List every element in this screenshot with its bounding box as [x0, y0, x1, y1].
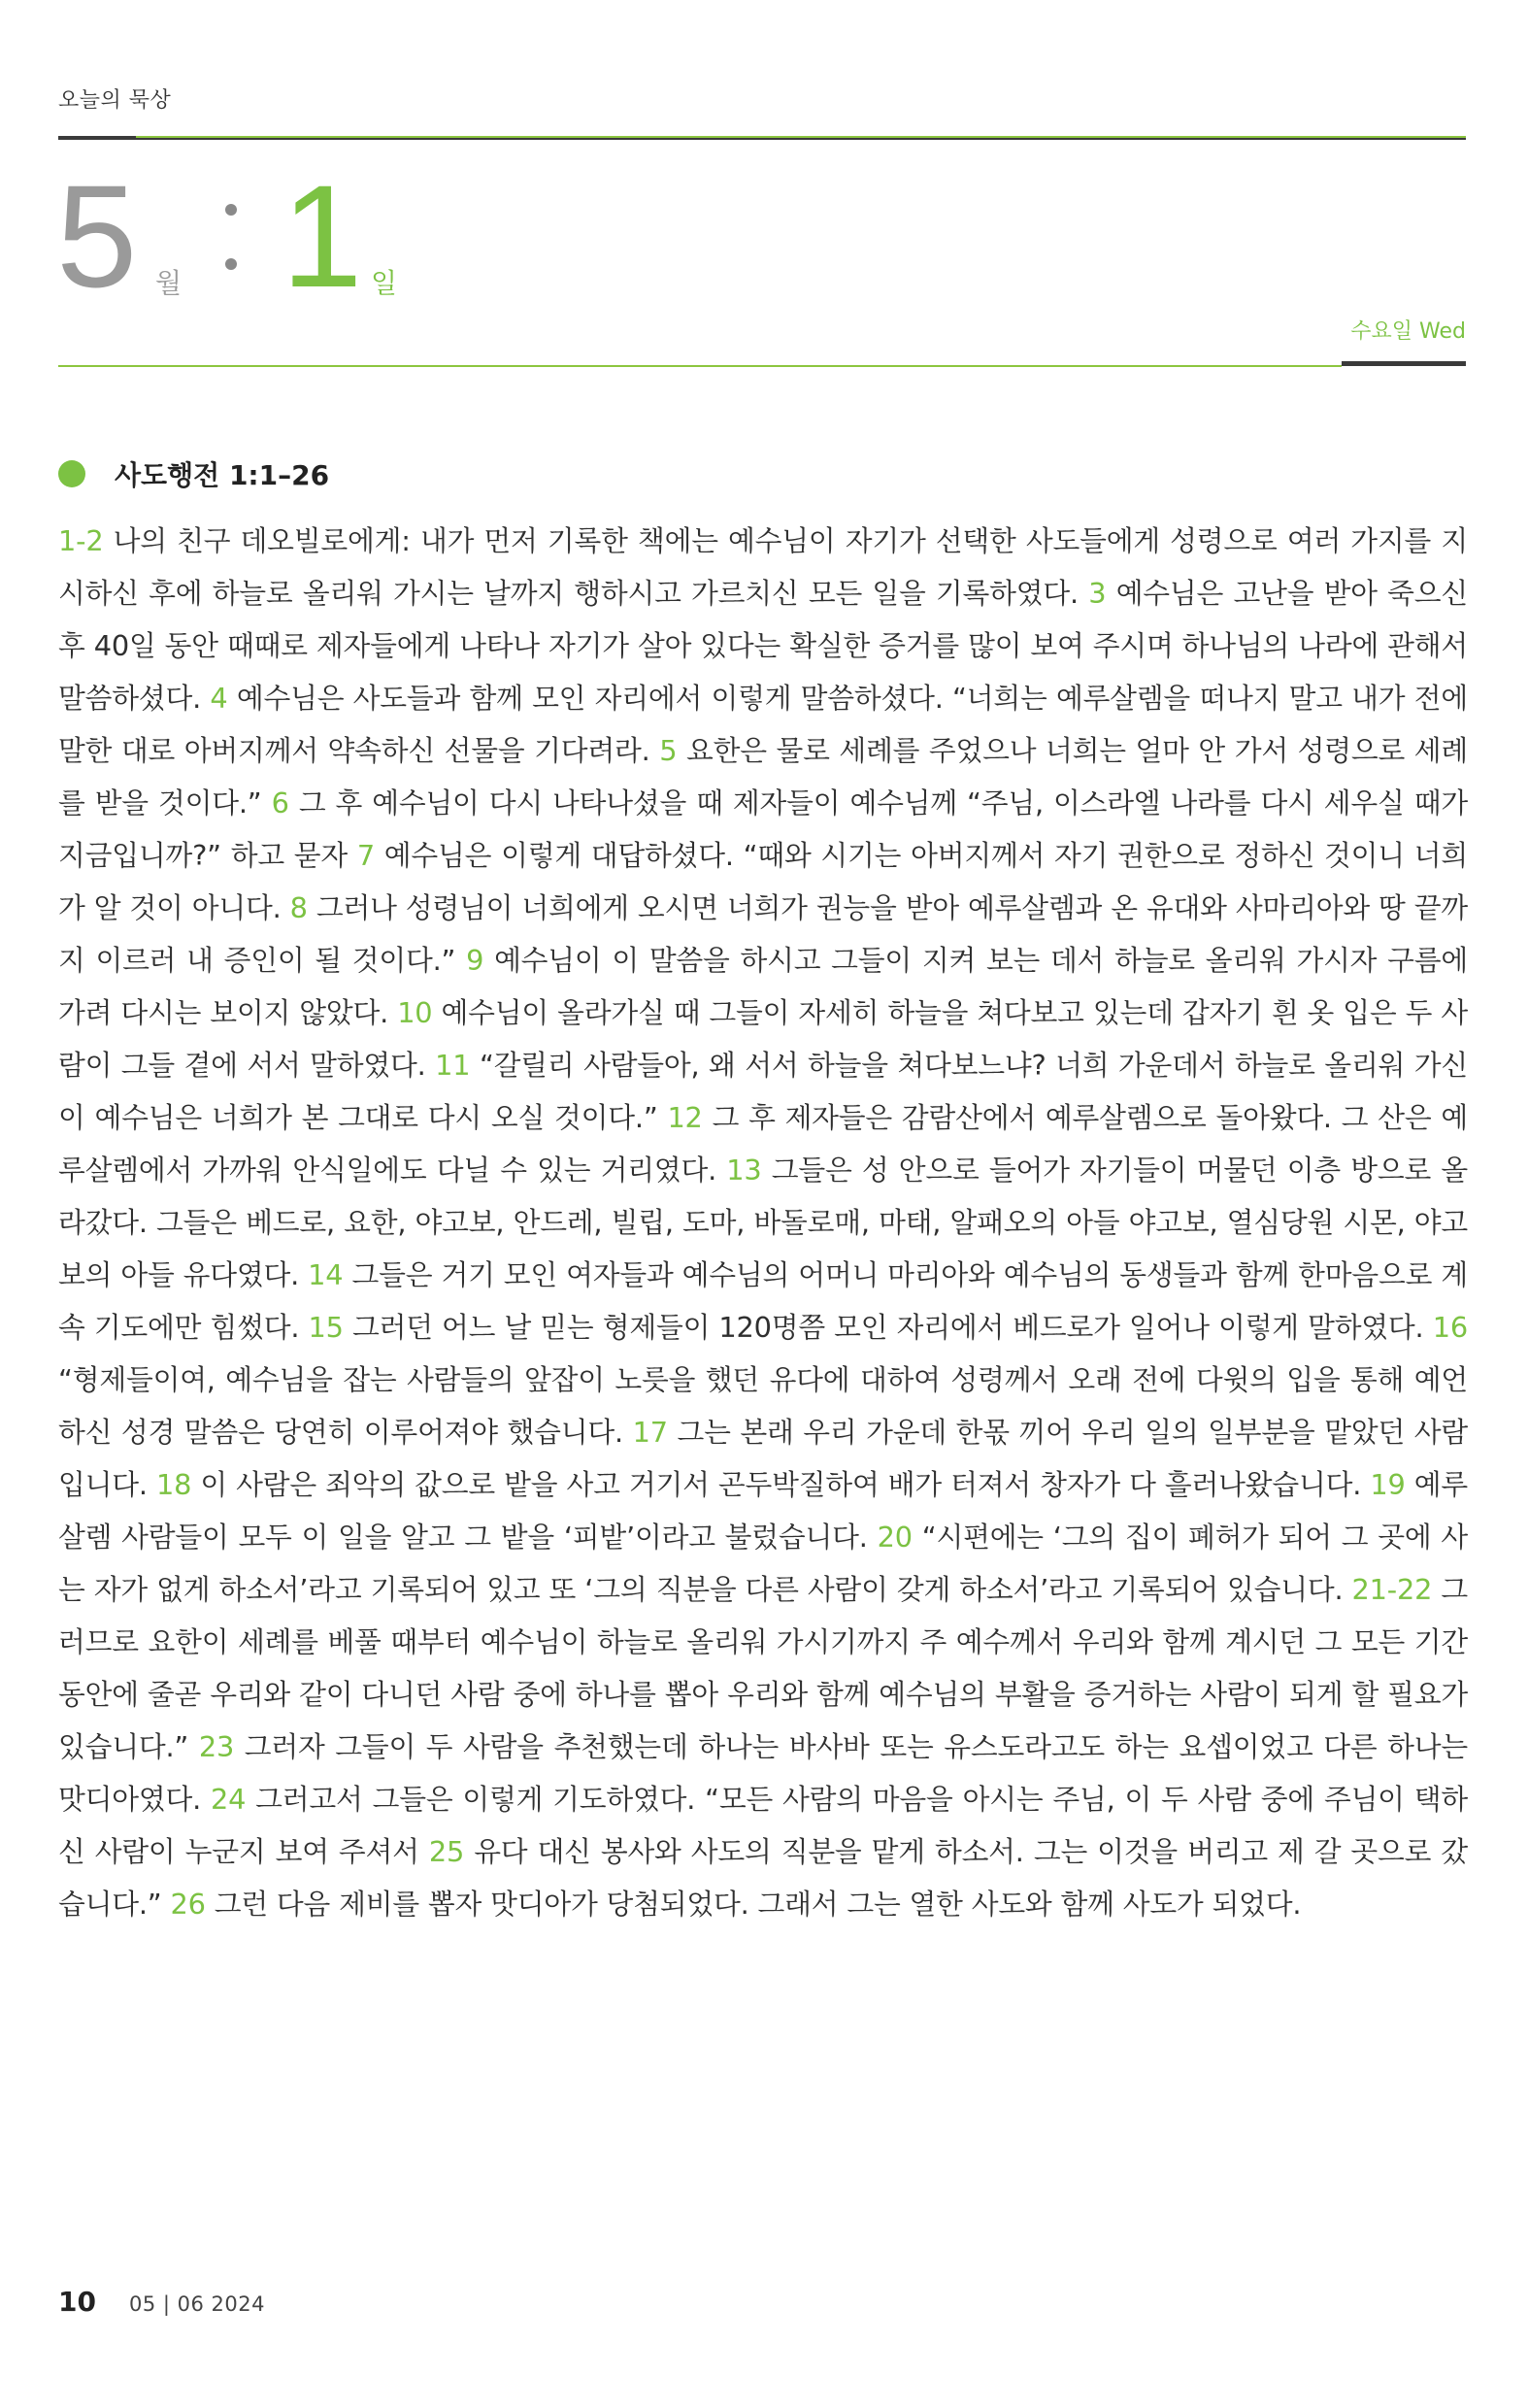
month-unit: 월 — [155, 267, 183, 299]
date-month: 5 — [56, 154, 138, 318]
verse-number: 5 — [659, 734, 678, 767]
verse-text: 그러고서 그들은 이렇게 기도하였다. “모든 사람의 마음을 아시는 주님, 이 두 사람 중에 주님이 택하신 사람이 누군지 보여 주셔서 — [58, 1783, 1468, 1868]
verse-number: 16 — [1432, 1311, 1468, 1344]
passage-title: 사도행전 1:1–26 — [115, 459, 330, 491]
verse-text: 그러므로 요한이 세례를 베풀 때부터 예수님이 하늘로 올리워 가시기까지 주 예수께서 우리와 함께 계시던 그 모든 기간 동안에 줄곧 우리와 같이 다니던 사람 중에 하나를 뽑아 우리와 함께 예수님의 부활을 증거하는 사람이 되게 할 필요가 있습니다.” — [58, 1573, 1468, 1763]
verse-text: 그런 다음 제비를 뽑자 맛디아가 당첨되었다. 그래서 그는 열한 사도와 함께 사도가 되었다. — [214, 1888, 1302, 1921]
verse-text: 그 후 제자들은 감람산에서 예루살렘으로 돌아왔다. 그 산은 예루살렘에서 가까워 안식일에도 다닐 수 있는 거리였다. — [58, 1101, 1468, 1187]
verse-text: 그는 본래 우리 가운데 한몫 끼어 우리 일의 일부분을 맡았던 사람입니다. — [58, 1416, 1468, 1501]
verse-number: 20 — [877, 1521, 913, 1554]
verse-text: 예수님은 고난을 받아 죽으신 후 40일 동안 때때로 제자들에게 나타나 자기가 살아 있다는 확실한 증거를 많이 보여 주시며 하나님의 나라에 관해서 말씀하셨다. — [58, 577, 1468, 715]
verse-text: 그러던 어느 날 믿는 형제들이 120명쯤 모인 자리에서 베드로가 일어나 이렇게 말하였다. — [351, 1311, 1424, 1344]
verse-text: 요한은 물로 세례를 주었으나 너희는 얼마 안 가서 성령으로 세례를 받을 것이다.” — [58, 734, 1468, 819]
footer — [58, 2286, 265, 2318]
issue-date: 05 | 06 2024 — [128, 2292, 265, 2316]
verse-number: 14 — [308, 1258, 344, 1291]
verse-text: 예수님이 이 말씀을 하시고 그들이 지켜 보는 데서 하늘로 올리워 가시자 구름에 가려 다시는 보이지 않았다. — [58, 944, 1468, 1029]
verse-number: 4 — [210, 682, 228, 715]
scripture-text — [58, 515, 1468, 1930]
verse-number: 3 — [1088, 577, 1107, 610]
verse-number: 26 — [170, 1888, 206, 1921]
day-unit: 일 — [371, 267, 398, 299]
page-number: 10 — [58, 2286, 96, 2318]
verse-text: 그러자 그들이 두 사람을 추천했는데 하나는 바사바 또는 유스도라고도 하는 요셉이었고 다른 하나는 맛디아였다. — [58, 1730, 1468, 1816]
verse-number: 11 — [435, 1049, 471, 1082]
verse-text: “형제들이여, 예수님을 잡는 사람들의 앞잡이 노릇을 했던 유다에 대하여 성령께서 오래 전에 다윗의 입을 통해 예언하신 성경 말씀은 당연히 이루어져야 했습니다. — [58, 1363, 1468, 1449]
weekday: 수요일 Wed — [1350, 319, 1466, 344]
verse-number: 8 — [289, 891, 308, 924]
verse-text: 예수님은 이렇게 대답하셨다. “때와 시기는 아버지께서 자기 권한으로 정하신 것이니 너희가 알 것이 아니다. — [58, 839, 1468, 924]
date-day: 1 — [282, 154, 363, 318]
verse-number: 9 — [466, 944, 484, 977]
verse-text: 유다 대신 봉사와 사도의 직분을 맡게 하소서. 그는 이것을 버리고 제 갈 곳으로 갔습니다.” — [58, 1835, 1468, 1921]
verse-number: 23 — [198, 1730, 235, 1763]
verse-number: 6 — [271, 786, 289, 819]
verse-number: 19 — [1370, 1468, 1406, 1501]
verse-text: 나의 친구 데오빌로에게: 내가 먼저 기록한 책에는 예수님이 자기가 선택한 사도들에게 성령으로 여러 가지를 지시하신 후에 하늘로 올리워 가시는 날까지 행하시고 가르치신 모든 일을 기록하였다. — [58, 524, 1468, 610]
verse-text: 그들은 거기 모인 여자들과 예수님의 어머니 마리아와 예수님의 동생들과 함께 한마음으로 계속 기도에만 힘썼다. — [58, 1258, 1468, 1344]
verse-text: “갈릴리 사람들아, 왜 서서 하늘을 쳐다보느냐? 너희 가운데서 하늘로 올리워 가신 이 예수님은 너희가 본 그대로 다시 오실 것이다.” — [58, 1049, 1468, 1134]
header-rule — [58, 136, 1466, 140]
verse-number: 13 — [726, 1154, 762, 1187]
date-rule — [58, 365, 1342, 367]
verse-text: 그러나 성령님이 너희에게 오시면 너희가 권능을 받아 예루살렘과 온 유대와 사마리아와 땅 끝까지 이르러 내 증인이 될 것이다.” — [58, 891, 1468, 977]
verse-number: 25 — [428, 1835, 465, 1868]
verse-text: 그 후 예수님이 다시 나타나셨을 때 제자들이 예수님께 “주님, 이스라엘 나라를 다시 세우실 때가 지금입니까?” 하고 묻자 — [58, 786, 1468, 872]
verse-number: 18 — [155, 1468, 192, 1501]
verse-number: 7 — [356, 839, 375, 872]
passage-heading — [58, 454, 329, 493]
verse-number: 15 — [308, 1311, 344, 1344]
section-label: 오늘의 묵상 — [58, 88, 172, 113]
verse-number: 1-2 — [58, 524, 104, 557]
verse-text: 예루살렘 사람들이 모두 이 일을 알고 그 밭을 ‘피밭’이라고 불렀습니다. — [58, 1468, 1468, 1554]
date-colon — [225, 204, 239, 313]
verse-number: 17 — [632, 1416, 668, 1449]
verse-text: 예수님이 올라가실 때 그들이 자세히 하늘을 쳐다보고 있는데 갑자기 흰 옷 입은 두 사람이 그들 곁에 서서 말하였다. — [58, 996, 1468, 1082]
verse-number: 10 — [397, 996, 433, 1029]
verse-number: 24 — [210, 1783, 247, 1816]
verse-text: 그들은 성 안으로 들어가 자기들이 머물던 이층 방으로 올라갔다. 그들은 베드로, 요한, 야고보, 안드레, 빌립, 도마, 바돌로매, 마태, 알패오의 아들 야고보, 열심당원 시몬, 야고보의 아들 유다였다. — [58, 1154, 1468, 1291]
weekday-underline — [1342, 361, 1466, 366]
bullet-icon — [58, 460, 85, 487]
verse-text: 이 사람은 죄악의 값으로 밭을 사고 거기서 곤두박질하여 배가 터져서 창자가 다 흘러나왔습니다. — [200, 1468, 1362, 1501]
verse-number: 12 — [667, 1101, 703, 1134]
verse-text: 예수님은 사도들과 함께 모인 자리에서 이렇게 말씀하셨다. “너희는 예루살렘을 떠나지 말고 내가 전에 말한 대로 아버지께서 약속하신 선물을 기다려라. — [58, 682, 1468, 767]
verse-text: “시편에는 ‘그의 집이 폐허가 되어 그 곳에 사는 자가 없게 하소서’라고 기록되어 있고 또 ‘그의 직분을 다른 사람이 갖게 하소서’라고 기록되어 있습니다. — [58, 1521, 1468, 1606]
verse-number: 21-22 — [1351, 1573, 1433, 1606]
